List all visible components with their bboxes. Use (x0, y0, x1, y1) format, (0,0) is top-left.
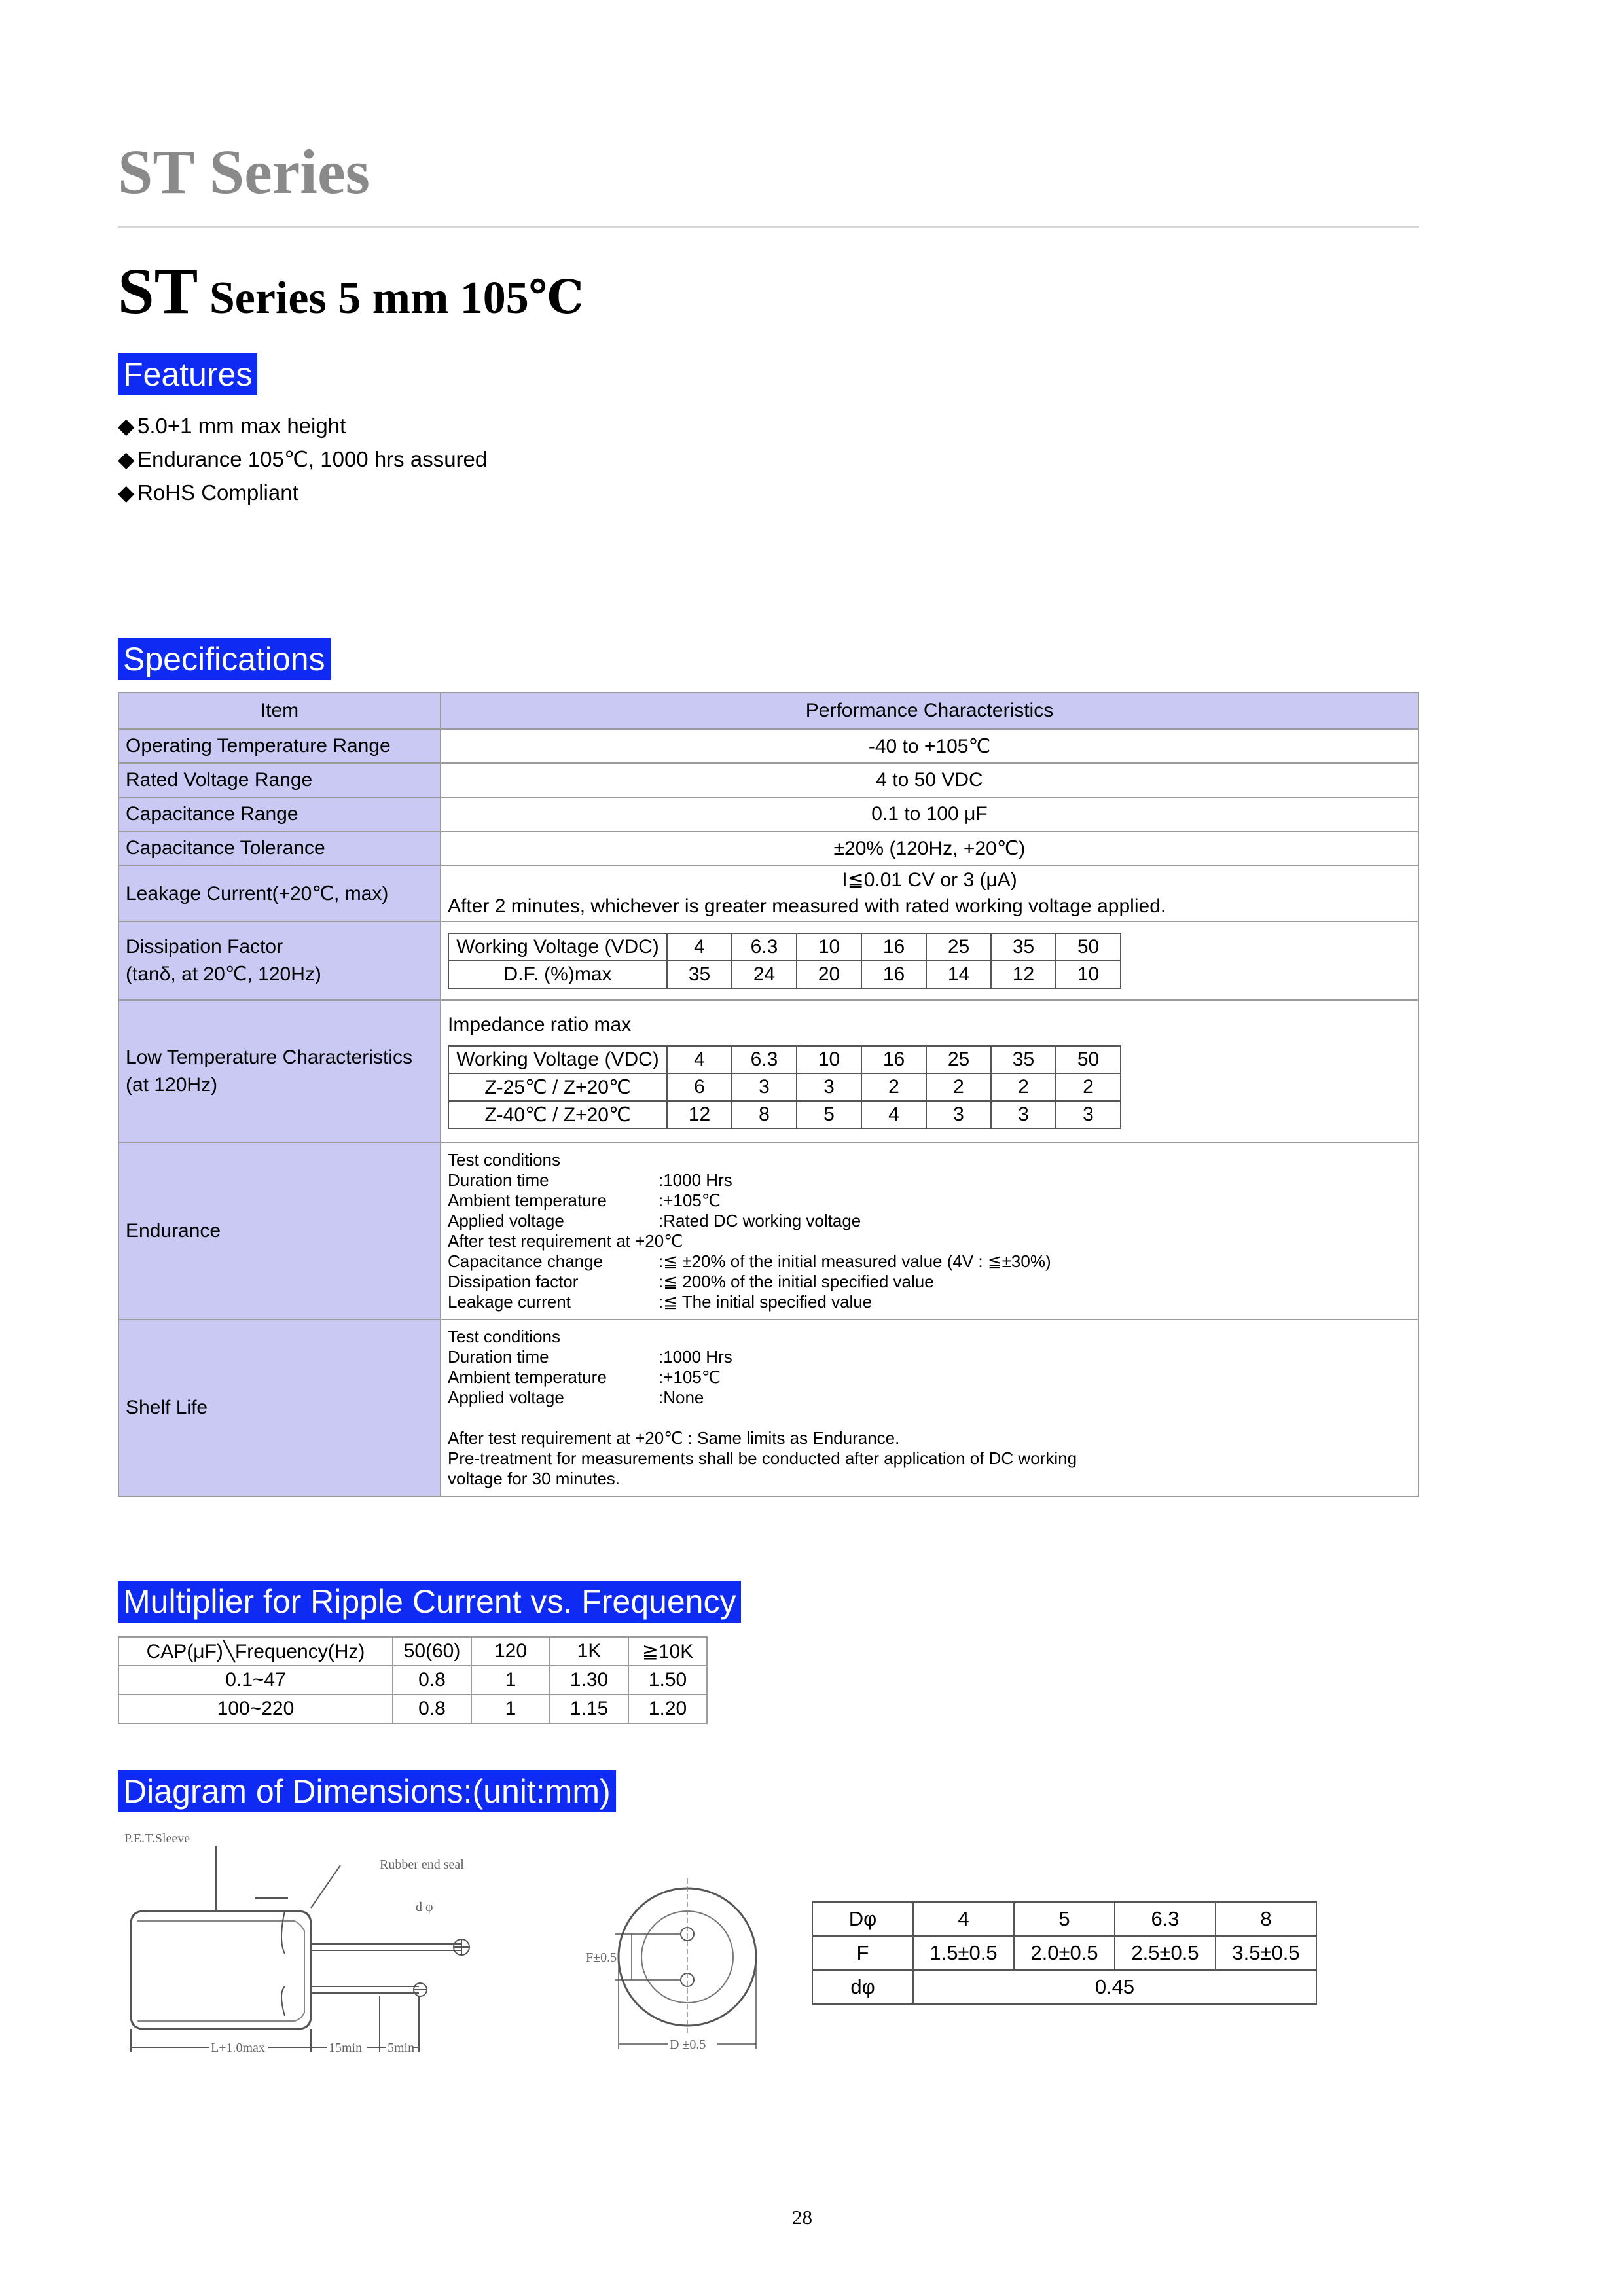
table-row (118, 831, 1418, 865)
table-row: F 1.5±0.5 2.0±0.5 2.5±0.5 3.5±0.5 (812, 1936, 1316, 1970)
table-row (118, 729, 1418, 763)
row-label: Shelf Life (118, 1319, 441, 1496)
row-label: Low Temperature Characteristics (at 120Hz) (118, 1000, 441, 1143)
diamond-bullet-icon: ◆ (118, 414, 135, 438)
table-row (118, 797, 1418, 831)
row-label: Operating Temperature Range (118, 729, 441, 763)
leakage-formula: I≦0.01 CV or 3 (μA) (842, 869, 1017, 891)
dimension-diagram (118, 1826, 772, 2075)
table-row (118, 1000, 1418, 1143)
subtitle-st: ST (118, 255, 198, 327)
row-value: ±20% (120Hz, +20℃) (441, 831, 1418, 865)
dimensions-table (812, 1901, 1317, 2005)
table-row: Z-25℃ / Z+20℃ 6 3 3 2 2 2 2 (448, 1073, 1121, 1101)
column-header-performance: Performance Characteristics (441, 692, 1418, 729)
specifications-heading: Specifications (118, 638, 331, 680)
row-value: -40 to +105℃ (441, 729, 1418, 763)
table-row: dφ 0.45 (812, 1970, 1316, 2004)
column-header-item: Item (118, 692, 441, 729)
specifications-table (118, 692, 1419, 1497)
table-row (118, 763, 1418, 797)
row-value: Test conditions Duration time :1000 Hrs Ambient temperature :+105℃ Applied voltage :Rated DC working voltage After test requirement at +20℃ Capacitance change :≦ ±20% of the initial measured value (4V : ≦±30%) Dissipation factor :≦ 200% of the initial specified value Leakage current :≦ The initial specified value (441, 1143, 1418, 1319)
series-title: ST Series (118, 137, 370, 207)
title-divider (118, 226, 1419, 228)
subtitle-rest: Series 5 mm 105℃ (198, 273, 584, 323)
table-row: Dφ 4 5 6.3 8 (812, 1902, 1316, 1936)
series-subtitle (118, 255, 584, 327)
table-row: Working Voltage (VDC) 4 6.3 10 16 25 35 50 (448, 933, 1121, 961)
row-value (441, 1000, 1418, 1143)
table-row: Z-40℃ / Z+20℃ 12 8 5 4 3 3 3 (448, 1101, 1121, 1128)
table-row (118, 922, 1418, 1000)
row-value: 0.1 to 100 μF (441, 797, 1418, 831)
impedance-caption: Impedance ratio max (448, 1014, 632, 1035)
low-temp-table (448, 1045, 1121, 1129)
rubber-seal-label: Rubber end seal (380, 1857, 464, 1872)
list-item: ◆ RoHS Compliant (118, 476, 487, 509)
row-label: Endurance (118, 1143, 441, 1319)
row-value (441, 865, 1418, 922)
row-label: Rated Voltage Range (118, 763, 441, 797)
table-row: D.F. (%)max 35 24 20 16 14 12 10 (448, 961, 1121, 988)
row-value (441, 922, 1418, 1000)
diamond-bullet-icon: ◆ (118, 447, 135, 471)
dimensions-heading: Diagram of Dimensions:(unit:mm) (118, 1770, 616, 1812)
row-label: Capacitance Range (118, 797, 441, 831)
page-number: 28 (792, 2206, 812, 2229)
features-heading: Features (118, 353, 257, 395)
lead-diameter-label: d φ (416, 1900, 433, 1914)
min5-label: 5min (388, 2041, 415, 2055)
row-label: Capacitance Tolerance (118, 831, 441, 865)
sleeve-label: P.E.T.Sleeve (124, 1831, 190, 1846)
leakage-note: After 2 minutes, whichever is greater measured with rated working voltage applied. (448, 895, 1166, 917)
list-item: ◆ 5.0+1 mm max height (118, 409, 487, 442)
row-label: Dissipation Factor (tanδ, at 20℃, 120Hz) (118, 922, 441, 1000)
row-value: Test conditions Duration time :1000 Hrs Ambient temperature :+105℃ Applied voltage :None After test requirement at +20℃ : Same limits as Endurance. Pre-treatment for measurements shall be conducted after application of DC working voltage for 30 minutes. (441, 1319, 1418, 1496)
row-label: Leakage Current(+20℃, max) (118, 865, 441, 922)
features-list (118, 409, 487, 509)
row-value: 4 to 50 VDC (441, 763, 1418, 797)
lead-spacing-label: F±0.5 (586, 1950, 617, 1965)
table-row: CAP(μF)╲Frequency(Hz) 50(60) 120 1K ≧10K (118, 1637, 707, 1666)
table-row: 0.1~47 0.8 1 1.30 1.50 (118, 1666, 707, 1695)
min15-label: 15min (329, 2041, 363, 2055)
table-row (118, 1143, 1418, 1319)
ripple-heading: Multiplier for Ripple Current vs. Frequency (118, 1581, 741, 1623)
table-row (118, 1319, 1418, 1496)
diameter-label: D ±0.5 (670, 2037, 706, 2052)
diamond-bullet-icon: ◆ (118, 480, 135, 505)
length-label: L+1.0max (211, 2041, 265, 2055)
table-row: 100~220 0.8 1 1.15 1.20 (118, 1695, 707, 1723)
ripple-table (118, 1636, 708, 1724)
df-table (448, 933, 1121, 989)
table-row (118, 865, 1418, 922)
table-row: Working Voltage (VDC) 4 6.3 10 16 25 35 50 (448, 1046, 1121, 1073)
table-row (118, 692, 1418, 729)
list-item: ◆ Endurance 105℃, 1000 hrs assured (118, 442, 487, 476)
